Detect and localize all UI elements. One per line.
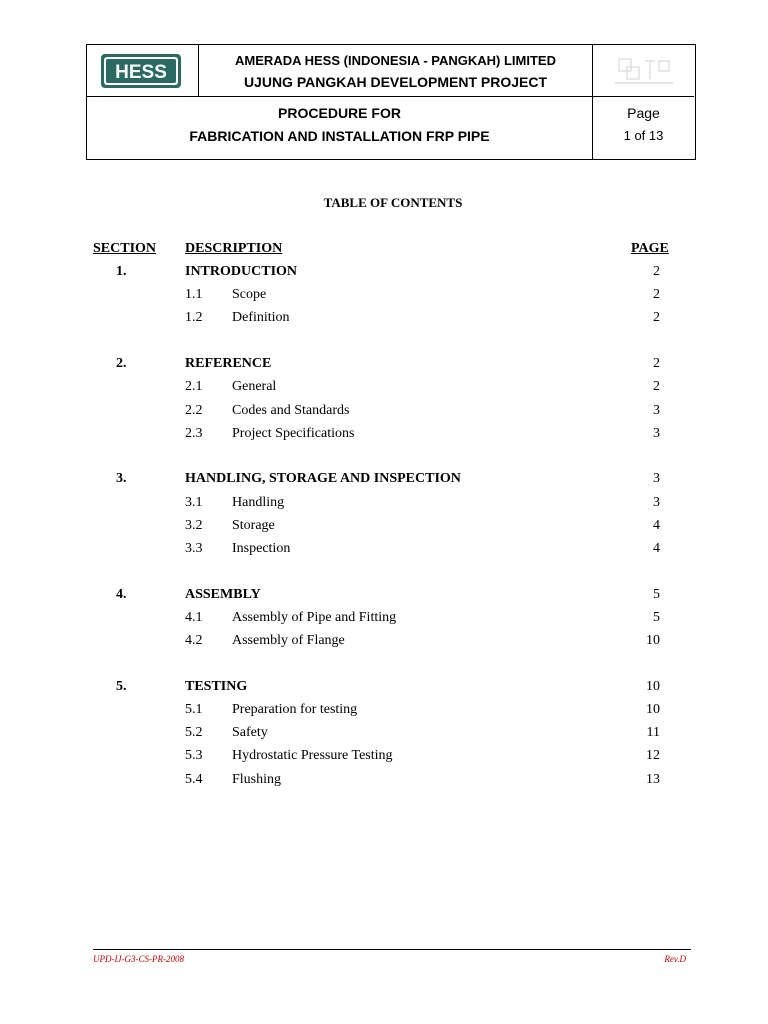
subsection-title: Assembly of Flange (232, 633, 345, 649)
toc-subsection-row (0, 702, 768, 722)
procedure-title-line1: PROCEDURE FOR (278, 105, 401, 121)
subsection-page: 5 (653, 609, 660, 625)
subsection-page: 4 (653, 517, 660, 533)
section-number: 1. (116, 264, 127, 279)
subsection-title: Preparation for testing (232, 702, 358, 717)
section-title: TESTING (185, 678, 248, 694)
subsection-number: 2.3 (185, 425, 203, 441)
subsection-page: 10 (646, 702, 660, 717)
section-title: REFERENCE (185, 356, 272, 372)
section-number: 5. (116, 678, 127, 694)
subsection-title: Safety (232, 725, 268, 741)
svg-text:HESS: HESS (115, 62, 167, 83)
subsection-number: 4.2 (185, 633, 203, 649)
toc-section-row (0, 471, 768, 491)
subsection-number: 2.1 (185, 379, 203, 395)
subsection-page: 11 (646, 725, 660, 741)
toc-subsection-row (0, 287, 768, 307)
section-number: 2. (116, 356, 127, 372)
toc-section-row (0, 679, 768, 699)
subsection-number: 2.2 (185, 402, 203, 418)
toc-subsection-row (0, 379, 768, 399)
section-number: 4. (116, 586, 127, 602)
toc-subsection-row (0, 633, 768, 653)
subsection-title: Assembly of Pipe and Fitting (232, 609, 397, 625)
toc-subsection-row (0, 541, 768, 561)
procedure-title-line2: FABRICATION AND INSTALLATION FRP PIPE (189, 128, 490, 144)
subsection-page: 3 (653, 402, 660, 418)
toc-section-row (0, 264, 768, 284)
subsection-page: 2 (653, 379, 660, 395)
faded-stamp-logo (601, 49, 687, 93)
toc-subsection-row (0, 772, 768, 792)
column-header-section: SECTION (93, 241, 157, 256)
column-header-page: PAGE (631, 241, 669, 256)
subsection-title: Codes and Standards (232, 402, 350, 418)
company-name: AMERADA HESS (INDONESIA - PANGKAH) LIMITED (235, 53, 556, 68)
toc-subsection-row (0, 495, 768, 515)
subsection-number: 1.2 (185, 310, 203, 326)
subsection-number: 5.4 (185, 771, 203, 787)
subsection-title: Definition (232, 310, 290, 326)
toc-subsection-row (0, 518, 768, 538)
subsection-number: 3.2 (185, 517, 203, 533)
subsection-page: 2 (653, 287, 660, 303)
subsection-number: 3.1 (185, 494, 203, 510)
footer-doc-number: UPD-IJ-G3-CS-PR-2008 (93, 954, 184, 964)
section-page: 10 (646, 678, 660, 694)
subsection-title: Flushing (232, 771, 282, 787)
stamp-cell (593, 45, 694, 97)
subsection-page: 3 (653, 494, 660, 510)
toc-subsection-row (0, 426, 768, 446)
subsection-page: 3 (653, 425, 660, 441)
subsection-number: 3.3 (185, 541, 203, 556)
column-header-description: DESCRIPTION (185, 241, 283, 256)
section-page: 5 (653, 586, 660, 602)
toc-subsection-row (0, 403, 768, 423)
page-number: 1 of 13 (623, 128, 664, 143)
toc-subsection-row (0, 725, 768, 745)
subsection-title: Project Specifications (232, 425, 355, 441)
subsection-number: 5.1 (185, 702, 203, 717)
logo-cell (87, 45, 199, 97)
subsection-title: General (232, 379, 277, 395)
subsection-title: Storage (232, 517, 275, 533)
section-page: 3 (653, 471, 660, 487)
procedure-title-cell (87, 97, 593, 159)
subsection-page: 13 (646, 771, 660, 787)
subsection-number: 1.1 (185, 287, 203, 303)
subsection-title: Hydrostatic Pressure Testing (232, 748, 393, 764)
toc-subsection-row (0, 310, 768, 330)
subsection-title: Inspection (232, 541, 291, 556)
toc-section-row (0, 587, 768, 607)
section-title: HANDLING, STORAGE AND INSPECTION (185, 471, 461, 487)
document-header-table (86, 44, 696, 160)
subsection-title: Handling (232, 494, 285, 510)
footer-revision: Rev.D (664, 954, 686, 964)
section-page: 2 (653, 356, 660, 372)
subsection-title: Scope (232, 287, 267, 303)
toc-title: TABLE OF CONTENTS (323, 195, 463, 210)
section-title: ASSEMBLY (185, 586, 261, 602)
hess-logo (100, 53, 182, 89)
company-cell (199, 45, 593, 97)
subsection-page: 4 (653, 541, 660, 556)
page-label: Page (627, 105, 660, 121)
subsection-page: 12 (646, 748, 660, 764)
toc-subsection-row (0, 748, 768, 768)
project-name: UJUNG PANGKAH DEVELOPMENT PROJECT (243, 74, 548, 90)
toc-subsection-row (0, 610, 768, 630)
footer-rule (93, 949, 691, 950)
section-title: INTRODUCTION (185, 264, 298, 279)
subsection-page: 10 (646, 633, 660, 649)
toc-section-row (0, 356, 768, 376)
subsection-page: 2 (653, 310, 660, 326)
section-page: 2 (653, 264, 660, 279)
page-cell (593, 97, 694, 159)
section-number: 3. (116, 471, 127, 487)
subsection-number: 4.1 (185, 609, 203, 625)
subsection-number: 5.2 (185, 725, 203, 741)
subsection-number: 5.3 (185, 748, 203, 764)
